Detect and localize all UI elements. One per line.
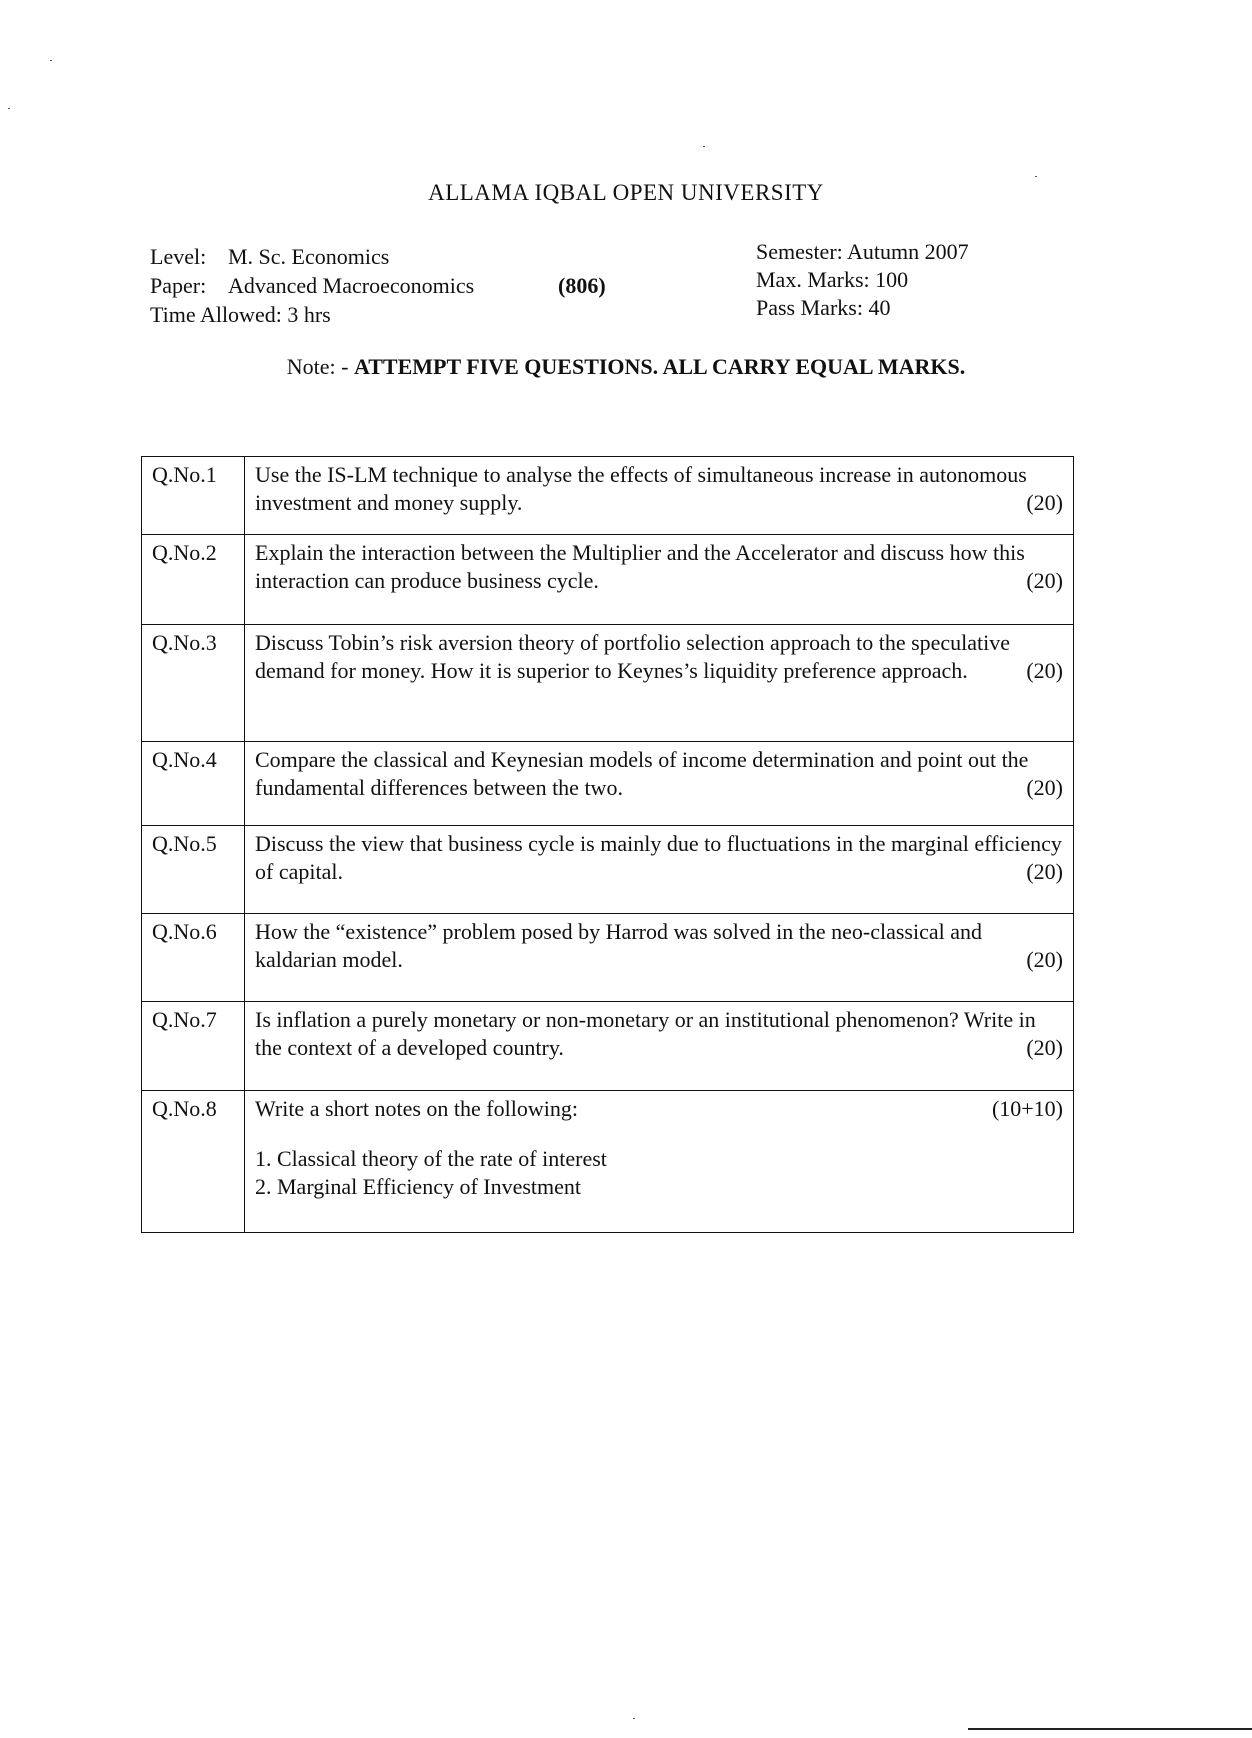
question-marks: (20) [1026,859,1063,884]
question-body: Is inflation a purely monetary or non-monetary or an institutional phenomenon? Write in the context of a developed country. [255,1007,1036,1060]
footer-rule [968,1728,1252,1730]
question-cell [245,1091,1074,1233]
note-prefix: Note: - [286,354,354,379]
exam-meta-left [150,242,606,329]
scan-speck [1035,176,1037,177]
question-text [255,1006,1063,1062]
question-marks: (20) [1026,568,1063,593]
max-marks: Max. Marks: 100 [756,267,909,292]
exam-note [0,354,1252,380]
question-marks: (20) [1026,658,1063,683]
question-text [255,461,1063,517]
note-text: ATTEMPT FIVE QUESTIONS. ALL CARRY EQUAL MARKS. [353,354,966,379]
semester: Semester: Autumn 2007 [756,239,969,264]
question-row [142,535,1074,625]
question-marks: (20) [1026,775,1063,800]
question-number: Q.No.1 [142,457,245,535]
question-body: Write a short notes on the following: [255,1096,578,1121]
question-row [142,826,1074,914]
question-text [255,629,1063,685]
scan-speck [50,60,52,61]
question-row [142,1002,1074,1091]
question-number: Q.No.4 [142,742,245,826]
question-row [142,625,1074,742]
question-body: Compare the classical and Keynesian models of income determination and point out the fundamental differences between the two. [255,747,1029,800]
question-body: Explain the interaction between the Multiplier and the Accelerator and discuss how this interaction can produce business cycle. [255,540,1025,593]
question-text [255,539,1063,595]
notes-list [255,1145,1063,1201]
time-allowed: Time Allowed: 3 hrs [150,302,331,327]
question-row [142,914,1074,1002]
question-text [255,918,1063,974]
questions-table [141,456,1074,1233]
question-cell [245,742,1074,826]
scan-speck [633,1718,635,1719]
paper-row [150,271,474,300]
paper-label: Paper: [150,273,207,298]
question-marks: (10+10) [991,1096,1063,1121]
question-cell [245,457,1074,535]
question-row [142,457,1074,535]
question-marks: (20) [1026,947,1063,972]
question-number: Q.No.7 [142,1002,245,1091]
question-text [255,1095,1063,1123]
list-item: 2. Marginal Efficiency of Investment [255,1174,582,1199]
question-cell [245,625,1074,742]
question-cell [245,914,1074,1002]
question-marks: (20) [1026,490,1063,515]
question-marks: (20) [1026,1035,1063,1060]
level-value: M. Sc. Economics [228,244,390,269]
pass-marks: Pass Marks: 40 [756,295,891,320]
question-row [142,1091,1074,1233]
exam-meta-right [756,238,969,322]
question-body: Discuss the view that business cycle is mainly due to fluctuations in the marginal efficiency of capital. [255,831,1062,884]
question-text [255,746,1063,802]
question-number: Q.No.6 [142,914,245,1002]
paper-value: Advanced Macroeconomics [228,273,475,298]
question-cell [245,1002,1074,1091]
question-row [142,742,1074,826]
question-number: Q.No.5 [142,826,245,914]
university-title: ALLAMA IQBAL OPEN UNIVERSITY [428,180,824,205]
scan-speck [8,108,10,109]
question-number: Q.No.2 [142,535,245,625]
question-cell [245,535,1074,625]
question-body: Discuss Tobin’s risk aversion theory of portfolio selection approach to the speculative demand for money. How it is superior to Keynes’s liquidity preference approach. [255,630,1011,683]
level-row [150,242,474,271]
scan-speck [703,146,705,147]
question-text [255,830,1063,886]
question-number: Q.No.3 [142,625,245,742]
level-label: Level: [150,244,207,269]
question-number: Q.No.8 [142,1091,245,1233]
question-body: Use the IS-LM technique to analyse the effects of simultaneous increase in autonomous investment and money supply. [255,462,1027,515]
paper-code: (806) [558,273,606,298]
question-cell [245,826,1074,914]
list-item: 1. Classical theory of the rate of interest [255,1146,607,1171]
question-body: How the “existence” problem posed by Harrod was solved in the neo-classical and kaldarian model. [255,919,982,972]
